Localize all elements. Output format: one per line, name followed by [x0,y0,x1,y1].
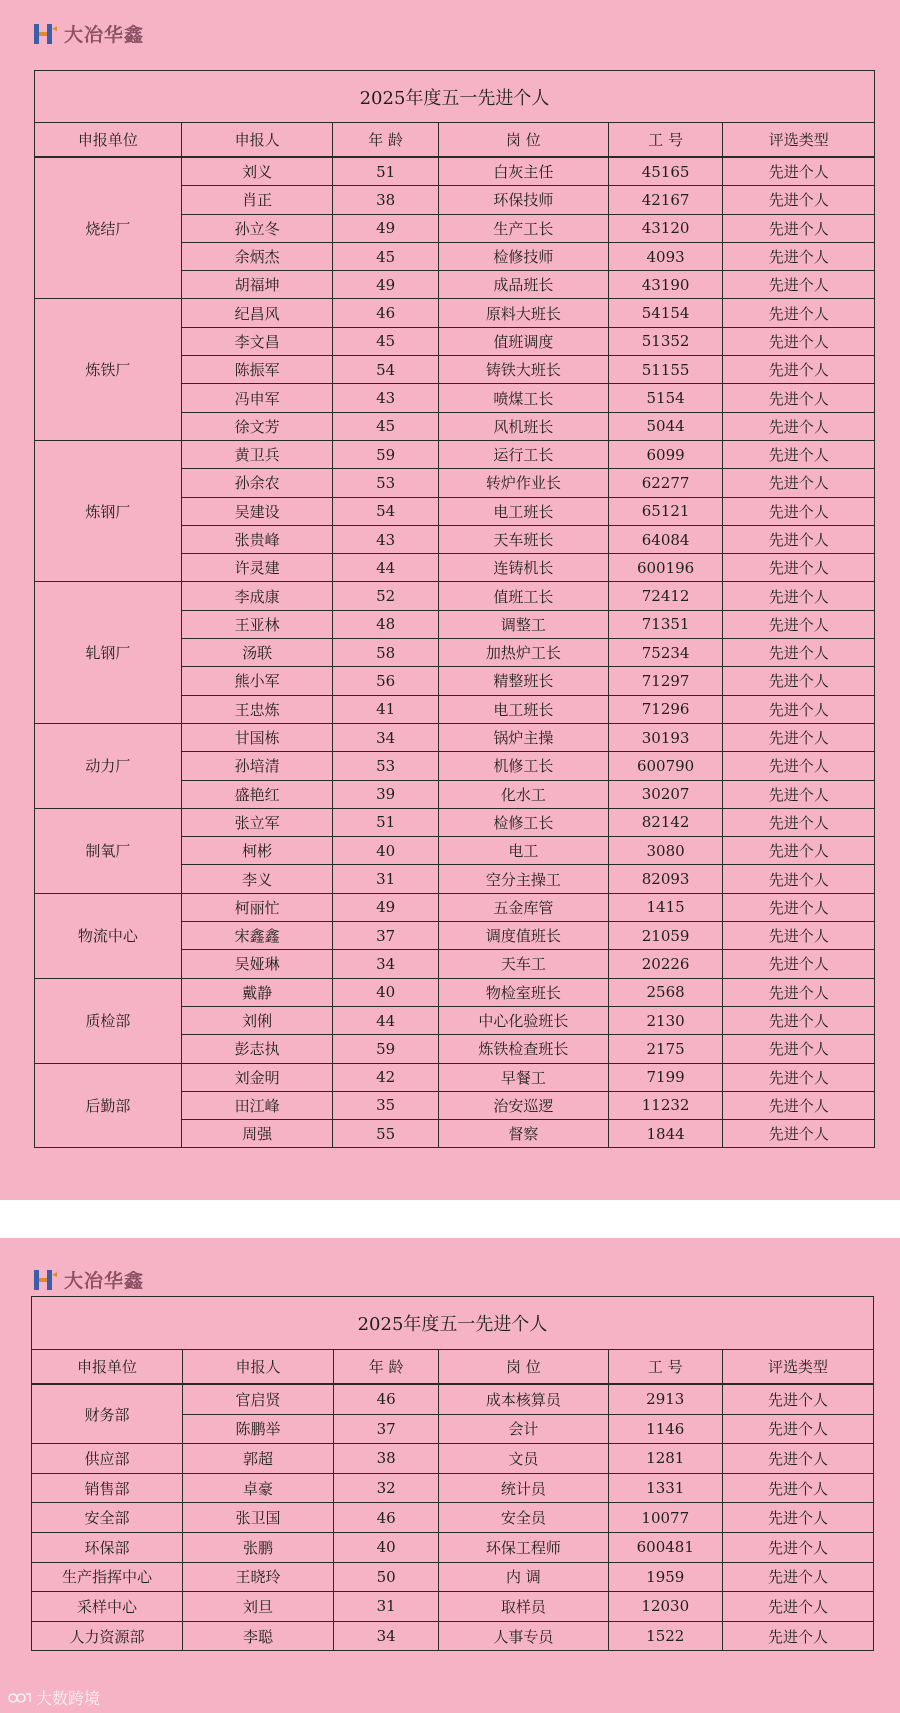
name-cell: 刘俐 [181,1006,332,1034]
unit-cell: 安全部 [32,1503,183,1533]
award-type-cell: 先进个人 [723,780,875,808]
table-header-row [32,1350,874,1385]
name-cell: 孙立冬 [181,214,332,242]
name-cell: 李文昌 [181,327,332,355]
column-header: 工 号 [608,1350,722,1385]
column-header: 评选类型 [722,1350,873,1385]
brand-logo-icon [32,1267,58,1293]
age-cell: 39 [333,780,439,808]
employee-id-cell: 51155 [608,356,723,384]
position-cell: 白灰主任 [438,157,608,186]
award-type-cell: 先进个人 [723,667,875,695]
employee-id-cell: 71351 [608,610,723,638]
age-cell: 46 [334,1503,439,1533]
position-cell: 统计员 [439,1473,608,1503]
age-cell: 34 [333,950,439,978]
employee-id-cell: 82142 [608,808,723,836]
award-type-cell: 先进个人 [723,808,875,836]
age-cell: 37 [334,1414,439,1444]
watermark [8,1686,100,1709]
name-cell: 吴娅琳 [181,950,332,978]
age-cell: 38 [334,1444,439,1474]
award-type-cell: 先进个人 [723,356,875,384]
age-cell: 58 [333,639,439,667]
age-cell: 59 [333,1035,439,1063]
employee-id-cell: 21059 [608,922,723,950]
position-cell: 中心化验班长 [438,1006,608,1034]
unit-cell: 制氧厂 [35,808,182,893]
award-type-cell: 先进个人 [723,1120,875,1148]
position-cell: 电工班长 [438,497,608,525]
position-cell: 调整工 [438,610,608,638]
award-type-cell: 先进个人 [723,610,875,638]
name-cell: 徐文芳 [181,412,332,440]
table-row [35,1063,875,1091]
column-header: 年 龄 [333,123,439,158]
age-cell: 44 [333,1006,439,1034]
table-row [35,299,875,327]
name-cell: 许灵建 [181,554,332,582]
name-cell: 王晓玲 [183,1562,334,1592]
name-cell: 戴静 [181,978,332,1006]
age-cell: 43 [333,525,439,553]
award-type-cell: 先进个人 [723,525,875,553]
employee-id-cell: 3080 [608,837,723,865]
unit-cell: 轧钢厂 [35,582,182,723]
employee-id-cell: 54154 [608,299,723,327]
age-cell: 49 [333,214,439,242]
unit-cell: 烧结厂 [35,157,182,299]
table-row [32,1473,874,1503]
name-cell: 刘金明 [181,1063,332,1091]
age-cell: 51 [333,808,439,836]
name-cell: 汤联 [181,639,332,667]
award-type-cell: 先进个人 [723,186,875,214]
employee-id-cell: 12030 [608,1592,722,1622]
position-cell: 督察 [438,1120,608,1148]
award-type-cell: 先进个人 [722,1444,873,1474]
age-cell: 31 [333,865,439,893]
position-cell: 会计 [439,1414,608,1444]
unit-cell: 人力资源部 [32,1621,183,1651]
position-cell: 加热炉工长 [438,639,608,667]
name-cell: 李聪 [183,1621,334,1651]
name-cell: 官启贤 [183,1384,334,1414]
table-header-row [35,123,875,158]
table-row [35,157,875,186]
employee-id-cell: 5154 [608,384,723,412]
award-type-cell: 先进个人 [722,1503,873,1533]
name-cell: 甘国栋 [181,723,332,751]
employee-id-cell: 42167 [608,186,723,214]
position-cell: 物检室班长 [438,978,608,1006]
position-cell: 环保技师 [438,186,608,214]
age-cell: 53 [333,469,439,497]
position-cell: 电工班长 [438,695,608,723]
age-cell: 48 [333,610,439,638]
name-cell: 郭超 [183,1444,334,1474]
employee-id-cell: 1281 [608,1444,722,1474]
award-type-cell: 先进个人 [723,950,875,978]
position-cell: 风机班长 [438,412,608,440]
name-cell: 王忠炼 [181,695,332,723]
brand-name: 大冶华鑫 [64,1270,145,1292]
award-type-cell: 先进个人 [723,1006,875,1034]
employee-id-cell: 1331 [608,1473,722,1503]
position-cell: 化水工 [438,780,608,808]
position-cell: 安全员 [439,1503,608,1533]
award-type-cell: 先进个人 [723,412,875,440]
employee-id-cell: 75234 [608,639,723,667]
name-cell: 张立军 [181,808,332,836]
age-cell: 45 [333,327,439,355]
age-cell: 49 [333,271,439,299]
position-cell: 五金库管 [438,893,608,921]
employee-id-cell: 30193 [608,723,723,751]
age-cell: 45 [333,412,439,440]
employee-id-cell: 62277 [608,469,723,497]
unit-cell: 销售部 [32,1473,183,1503]
age-cell: 34 [333,723,439,751]
age-cell: 40 [333,837,439,865]
position-cell: 转炉作业长 [438,469,608,497]
award-type-cell: 先进个人 [722,1562,873,1592]
award-type-cell: 先进个人 [723,1063,875,1091]
table-title-row [35,71,875,123]
position-cell: 早餐工 [438,1063,608,1091]
award-type-cell: 先进个人 [723,582,875,610]
award-type-cell: 先进个人 [723,865,875,893]
position-cell: 锅炉主操 [438,723,608,751]
unit-cell: 动力厂 [35,723,182,808]
name-cell: 张鹏 [183,1532,334,1562]
age-cell: 45 [333,242,439,270]
age-cell: 46 [333,299,439,327]
employee-id-cell: 600481 [608,1532,722,1562]
award-type-cell: 先进个人 [723,469,875,497]
age-cell: 40 [334,1532,439,1562]
name-cell: 孙培清 [181,752,332,780]
employee-id-cell: 20226 [608,950,723,978]
name-cell: 王亚林 [181,610,332,638]
position-cell: 成品班长 [438,271,608,299]
table-row [35,582,875,610]
position-cell: 机修工长 [438,752,608,780]
position-cell: 检修技师 [438,242,608,270]
brand-logo-icon [32,21,58,47]
employee-id-cell: 64084 [608,525,723,553]
position-cell: 连铸机长 [438,554,608,582]
honor-table-body [35,71,875,1148]
award-type-cell: 先进个人 [723,157,875,186]
table-title: 2025年度五一先进个人 [32,1297,874,1350]
name-cell: 田江峰 [181,1091,332,1119]
position-cell: 内 调 [439,1562,608,1592]
table-row [35,978,875,1006]
employee-id-cell: 600196 [608,554,723,582]
table-row [35,723,875,751]
employee-id-cell: 2175 [608,1035,723,1063]
name-cell: 张卫国 [183,1503,334,1533]
name-cell: 李成康 [181,582,332,610]
age-cell: 43 [333,384,439,412]
name-cell: 刘义 [181,157,332,186]
watermark-text: 大数跨境 [36,1689,101,1708]
table-title-row [32,1297,874,1350]
position-cell: 天车班长 [438,525,608,553]
age-cell: 34 [334,1621,439,1651]
employee-id-cell: 5044 [608,412,723,440]
name-cell: 黄卫兵 [181,440,332,468]
honor-table-body [32,1297,874,1651]
table-row [32,1384,874,1414]
table-row [32,1532,874,1562]
employee-id-cell: 2130 [608,1006,723,1034]
name-cell: 胡福坤 [181,271,332,299]
table-row [32,1503,874,1533]
employee-id-cell: 7199 [608,1063,723,1091]
employee-id-cell: 1959 [608,1562,722,1592]
employee-id-cell: 72412 [608,582,723,610]
unit-cell: 质检部 [35,978,182,1063]
employee-id-cell: 10077 [608,1503,722,1533]
table-row [32,1621,874,1651]
position-cell: 取样员 [439,1592,608,1622]
award-type-cell: 先进个人 [723,554,875,582]
name-cell: 纪昌风 [181,299,332,327]
unit-cell: 环保部 [32,1532,183,1562]
position-cell: 原料大班长 [438,299,608,327]
age-cell: 51 [333,157,439,186]
column-header: 评选类型 [723,123,875,158]
table-row [35,893,875,921]
unit-cell: 炼钢厂 [35,440,182,581]
employee-id-cell: 43120 [608,214,723,242]
unit-cell: 供应部 [32,1444,183,1474]
employee-id-cell: 65121 [608,497,723,525]
award-type-cell: 先进个人 [723,1091,875,1119]
name-cell: 陈振军 [181,356,332,384]
employee-id-cell: 1522 [608,1621,722,1651]
employee-id-cell: 4093 [608,242,723,270]
position-cell: 空分主操工 [438,865,608,893]
column-header: 岗 位 [439,1350,608,1385]
honor-table [31,1296,874,1651]
name-cell: 彭志执 [181,1035,332,1063]
age-cell: 42 [333,1063,439,1091]
award-type-cell: 先进个人 [722,1384,873,1414]
position-cell: 人事专员 [439,1621,608,1651]
table-row [32,1444,874,1474]
name-cell: 熊小军 [181,667,332,695]
age-cell: 46 [334,1384,439,1414]
position-cell: 铸铁大班长 [438,356,608,384]
award-type-cell: 先进个人 [722,1414,873,1444]
table-title: 2025年度五一先进个人 [35,71,875,123]
brand-logo [32,1266,144,1293]
name-cell: 柯彬 [181,837,332,865]
employee-id-cell: 1415 [608,893,723,921]
employee-id-cell: 43190 [608,271,723,299]
position-cell: 成本核算员 [439,1384,608,1414]
name-cell: 冯申军 [181,384,332,412]
table-row [32,1562,874,1592]
award-type-cell: 先进个人 [723,837,875,865]
name-cell: 宋鑫鑫 [181,922,332,950]
award-type-cell: 先进个人 [723,695,875,723]
age-cell: 54 [333,497,439,525]
age-cell: 35 [333,1091,439,1119]
position-cell: 调度值班长 [438,922,608,950]
award-type-cell: 先进个人 [722,1621,873,1651]
name-cell: 肖正 [181,186,332,214]
award-type-cell: 先进个人 [723,440,875,468]
name-cell: 李义 [181,865,332,893]
age-cell: 50 [334,1562,439,1592]
employee-id-cell: 45165 [608,157,723,186]
position-cell: 检修工长 [438,808,608,836]
name-cell: 卓豪 [183,1473,334,1503]
position-cell: 电工 [438,837,608,865]
column-header: 工 号 [608,123,723,158]
position-cell: 值班调度 [438,327,608,355]
award-type-cell: 先进个人 [723,299,875,327]
unit-cell: 后勤部 [35,1063,182,1148]
age-cell: 38 [333,186,439,214]
table-row [35,440,875,468]
age-cell: 40 [333,978,439,1006]
unit-cell: 采样中心 [32,1592,183,1622]
employee-id-cell: 6099 [608,440,723,468]
unit-cell: 生产指挥中心 [32,1562,183,1592]
position-cell: 喷煤工长 [438,384,608,412]
award-type-cell: 先进个人 [723,922,875,950]
award-type-cell: 先进个人 [723,893,875,921]
employee-id-cell: 82093 [608,865,723,893]
employee-id-cell: 1844 [608,1120,723,1148]
award-type-cell: 先进个人 [723,327,875,355]
age-cell: 55 [333,1120,439,1148]
name-cell: 张贵峰 [181,525,332,553]
employee-id-cell: 1146 [608,1414,722,1444]
age-cell: 56 [333,667,439,695]
age-cell: 37 [333,922,439,950]
award-type-cell: 先进个人 [722,1532,873,1562]
age-cell: 41 [333,695,439,723]
age-cell: 32 [334,1473,439,1503]
column-header: 申报单位 [35,123,182,158]
age-cell: 44 [333,554,439,582]
name-cell: 柯丽忙 [181,893,332,921]
award-type-cell: 先进个人 [722,1473,873,1503]
position-cell: 环保工程师 [439,1532,608,1562]
position-cell: 治安巡逻 [438,1091,608,1119]
name-cell: 吴建设 [181,497,332,525]
award-type-cell: 先进个人 [723,723,875,751]
name-cell: 周强 [181,1120,332,1148]
award-type-cell: 先进个人 [723,978,875,1006]
name-cell: 盛艳红 [181,780,332,808]
table-row [35,808,875,836]
award-type-cell: 先进个人 [723,752,875,780]
position-cell: 值班工长 [438,582,608,610]
unit-cell: 财务部 [32,1384,183,1444]
award-type-cell: 先进个人 [722,1592,873,1622]
employee-id-cell: 600790 [608,752,723,780]
award-type-cell: 先进个人 [723,214,875,242]
award-type-cell: 先进个人 [723,1035,875,1063]
employee-id-cell: 11232 [608,1091,723,1119]
name-cell: 陈鹏举 [183,1414,334,1444]
unit-cell: 炼铁厂 [35,299,182,440]
age-cell: 59 [333,440,439,468]
employee-id-cell: 30207 [608,780,723,808]
employee-id-cell: 71296 [608,695,723,723]
age-cell: 53 [333,752,439,780]
table-row [32,1592,874,1622]
brand-logo [32,20,144,47]
employee-id-cell: 71297 [608,667,723,695]
position-cell: 精整班长 [438,667,608,695]
award-type-cell: 先进个人 [723,271,875,299]
age-cell: 52 [333,582,439,610]
age-cell: 49 [333,893,439,921]
position-cell: 运行工长 [438,440,608,468]
position-cell: 文员 [439,1444,608,1474]
age-cell: 31 [334,1592,439,1622]
age-cell: 54 [333,356,439,384]
name-cell: 孙余农 [181,469,332,497]
brand-name: 大冶华鑫 [64,24,145,46]
watermark-logo-icon [8,1690,32,1706]
column-header: 申报人 [183,1350,334,1385]
award-type-cell: 先进个人 [723,242,875,270]
award-type-cell: 先进个人 [723,384,875,412]
position-cell: 生产工长 [438,214,608,242]
award-type-cell: 先进个人 [723,639,875,667]
column-header: 申报单位 [32,1350,183,1385]
name-cell: 余炳杰 [181,242,332,270]
unit-cell: 物流中心 [35,893,182,978]
column-header: 岗 位 [438,123,608,158]
position-cell: 炼铁检查班长 [438,1035,608,1063]
name-cell: 刘旦 [183,1592,334,1622]
column-header: 申报人 [181,123,332,158]
honor-table [34,70,875,1148]
employee-id-cell: 2913 [608,1384,722,1414]
column-header: 年 龄 [334,1350,439,1385]
position-cell: 天车工 [438,950,608,978]
employee-id-cell: 2568 [608,978,723,1006]
award-type-cell: 先进个人 [723,497,875,525]
document-page-2 [0,1238,900,1713]
employee-id-cell: 51352 [608,327,723,355]
